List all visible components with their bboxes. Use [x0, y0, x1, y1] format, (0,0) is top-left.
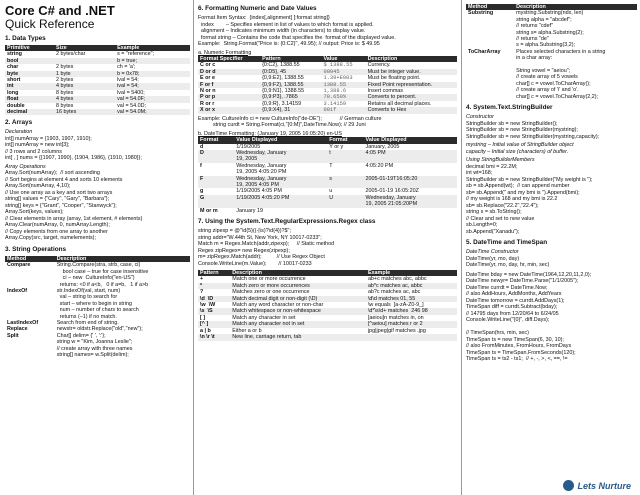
stringbuilder-note: mystring – Initial value of StringBuilder object capacity – Initial size (characters) of buffer. [466, 142, 574, 155]
date-format-cell: 2005-01-19T16:05:20 [364, 176, 457, 189]
data-types-row [5, 109, 190, 115]
data-types-cell: 8 bytes [56, 89, 74, 96]
arrays-operations-title: Array Operations [5, 163, 46, 170]
data-types-cell: double [7, 102, 25, 109]
data-types-cell: long [7, 89, 19, 96]
date-format-cell: 1/19/2005 [236, 143, 261, 150]
stringbuilder-constructor-code: StringBuilder sb = new StringBuilder(); StringBuilder sb = new StringBuilder(mystring); StringBuilder sb = new StringBuilder(mystring,capacity); [466, 120, 600, 140]
regex-cell: [aeiou]n matches in, on [367, 314, 424, 321]
numeric-format-cell: F or f [198, 82, 260, 88]
string-ops-cell: Split [7, 332, 19, 339]
date-format-header: Value Displayed [364, 137, 457, 143]
numeric-formatting-title: a. Numeric Formatting [198, 49, 252, 56]
regex-header: Description [230, 270, 366, 276]
string-ops-table [5, 256, 190, 359]
data-types-cell: decimal [5, 109, 54, 115]
numeric-format-cell: 1,388.6 [323, 88, 347, 95]
string-ops-cell: IndexOf [7, 288, 28, 294]
numeric-format-cell: $ 1388.55 [323, 62, 353, 69]
arrays-heading: 2. Arrays [5, 119, 33, 127]
numeric-format-cell: {0,9:X4}, 31 [260, 107, 321, 113]
string-ops-header: Method [5, 256, 55, 262]
date-format-cell: Wednesday, January 19, 2005 4:05 PM [234, 176, 327, 189]
regex-cell: ab*c matches ac, abbc [366, 283, 457, 289]
regex-cell: ab?c matches ac, abc [367, 289, 421, 296]
date-format-cell: 4:05:20 PM [365, 162, 394, 169]
date-format-cell: u [329, 188, 333, 195]
numeric-format-cell: {0,9:R}, 3.14159 [262, 100, 302, 107]
numeric-format-cell: X or x [198, 107, 260, 113]
numeric-format-cell: C or c [200, 62, 216, 69]
substring-header: Description [514, 4, 637, 10]
date-format-cell: 1/19/2005 4:05 PM [236, 188, 282, 195]
numeric-format-cell: {0,9:F2}, 1388.55 [260, 82, 321, 88]
numeric-format-cell: 001f [321, 107, 365, 113]
numeric-format-header: Format Specifier [198, 56, 260, 62]
date-format-cell: Y or y [329, 143, 344, 150]
numeric-format-cell: {0,9:N1}, 1388.55 [262, 88, 305, 95]
data-types-cell: val = 54.0M; [115, 109, 190, 115]
numeric-format-cell: Fixed Point representation. [366, 82, 457, 88]
numeric-format-row [198, 107, 457, 113]
substring-cell: Places selected characters in a string in a char array: String vowel = "aeiou"; // create array of 5 vowels char[] c = vowel.ToCharArray(); // create array of 'i' and 'o'. char[] c = vowel.ToCharArray(2,2); [516, 48, 606, 100]
regex-cell [366, 334, 457, 340]
numeric-format-cell: 3.14159 [323, 100, 347, 107]
regex-cell: \w equals [a-zA-Z0-9_] [367, 302, 424, 309]
data-types-cell: lval = 5400; [117, 89, 145, 96]
numeric-format-example: Example: CultureInfo ci = new CultureInfo("de-DE"); // German culture string curdt = String.Format(ci,"{0:M}",DateTime.Now); // 29 Juni [198, 115, 382, 129]
numeric-format-cell: P or p [198, 94, 260, 100]
date-format-header: Value Displayed [234, 137, 327, 143]
numeric-format-cell: E or e [200, 75, 215, 82]
numeric-format-table [198, 56, 457, 114]
date-format-row [198, 208, 457, 214]
date-format-cell: D [198, 150, 234, 163]
date-format-cell: 1/19/2005 4:05:20 PM [234, 195, 327, 208]
data-types-cell: s = "reference"; [117, 51, 154, 58]
data-types-header: Example [115, 45, 190, 51]
string-ops-cell: Search from end of string. [56, 320, 119, 327]
regex-cell: New line, carriage return, tab [230, 334, 366, 340]
data-types-cell: b = true; [115, 58, 190, 64]
regex-header: Pattern [198, 270, 230, 276]
string-ops-cell: LastIndexOf [7, 320, 39, 327]
date-format-cell: January 19 [236, 207, 263, 214]
regex-cell: \d\d matches 01, 55 [366, 296, 457, 302]
data-types-cell: byte [5, 71, 54, 77]
regex-header: Example [366, 270, 457, 276]
numeric-format-cell: Retains all decimal places. [367, 100, 432, 107]
page-title: Core C# and .NET [5, 3, 115, 18]
substring-cell: mystring.Substring(ndx, len) string alpha = "abcdef"; // returns "cdef" string s= alpha.Substring(2); // returns "de" s = alpha.Substring(3,2); [516, 10, 584, 49]
numeric-format-cell: 1.39+E003 [323, 75, 353, 82]
data-types-cell: string [7, 51, 22, 58]
numeric-format-cell: 1388.55 [321, 82, 365, 88]
date-format-cell: 4:05 PM [364, 150, 457, 163]
data-types-cell: int [5, 83, 54, 89]
string-ops-header: Description [55, 256, 190, 262]
data-types-cell: float [5, 96, 54, 102]
data-types-cell: ch = 'a'; [117, 64, 136, 71]
date-format-cell [327, 208, 363, 214]
arrays-declaration-title: Declaration [5, 129, 33, 136]
data-types-cell: 16 bytes [54, 109, 115, 115]
data-types-cell: val = 54.0F; [115, 96, 190, 102]
data-types-table [5, 45, 190, 115]
datetime-constructor-code: DateTime(yr, mo, day) DateTime(yr, mo, day, hr, min, sec) [466, 255, 550, 269]
regex-cell: * [198, 283, 230, 289]
stringbuilder-constructor-title: Constructor [466, 114, 494, 121]
data-types-cell: short [7, 77, 21, 84]
regex-cell: Match any character not in set [230, 321, 366, 327]
stringbuilder-members-title: Using StringBuilderMembers [466, 157, 535, 164]
regex-row [198, 334, 457, 340]
data-types-header: Primitive [5, 45, 54, 51]
numeric-format-cell: {0:D5}, 45 [260, 69, 321, 75]
data-types-cell: 8 bytes [56, 102, 74, 109]
string-ops-cell: Compare [7, 262, 31, 269]
arrays-declaration-code: int[] numArray = {1903, 1907, 1910}; int[] numArray = new int[3]; // 3 rows and 2 columns int[ , ] nums = {{1907, 1990}, {1904, 1986}, {1910, 1980}}; [5, 135, 142, 162]
date-format-cell: d [200, 143, 204, 150]
data-types-cell: 2 bytes [56, 77, 74, 84]
numeric-format-header: Description [366, 56, 457, 62]
data-types-header: Size [54, 45, 115, 51]
string-ops-cell: Replace [7, 326, 28, 333]
date-format-row [198, 195, 457, 208]
date-format-table [198, 137, 457, 214]
date-format-header: Format [198, 137, 234, 143]
datetime-code: DateTime bday = new DateTime(1964,12,20,11,2,0); DateTime newyr= DateTime.Parse("1/1/2005"); DateTime currdt = DateTime.Now; // also AddHours, AddMonths, AddYears DateTime tomorrow = currdt.AddDays(1); TimeSpan diff = currdt.Subtract(bday); // 14795 days from 12/20/64 to 6/24/05 Console.WriteLine("{0}", diff.Days); // TimeSpan(hrs, min, sec) TimeSpan ts = new TimeSpan(6, 30, 10); // also FromMinutes, FromHours, FromDays TimeSpan ts = TimeSpan.FromSeconds(120); TimeSpan ts = ts2 - ts1; // +, -, >, <, ==, != [466, 271, 592, 363]
regex-cell: Match whitespace or non-whitespace [230, 308, 366, 314]
datetime-constructor-title: DateTime Constructor [466, 249, 519, 256]
date-format-cell: 2005-01-19 16:05:20Z [365, 188, 419, 195]
date-format-header: Format [327, 137, 363, 143]
substring-row [466, 49, 637, 100]
data-types-cell: ival = 54; [115, 83, 190, 89]
string-ops-cell: String.Compare(stra, strb, case, ci) bool case – true for case insensitive ci – new CultureInfo("en-US") returns: <0 if a<b, 0 if a=b, 1 if a>b [56, 262, 149, 288]
arrays-operations-code: Array.Sort(numArray); // sort ascending // Sort begins at element 4 and sorts 10 elements Array.Sort(numArray, 4,10); // Use one array as a key and sort two arrays string[] values = {"Cary", "Gary", "Barbara"}; string[] keys = {"Grant", "Cooper", "Stanwyck"}; Array.Sort(keys, values); // Clear elements in array (array, 1st element, # elements) Array.Clear(numArray, 0, numArray.Length); // Copy elements from one array to another Array.Copy(src, target, numelements); [5, 170, 143, 242]
date-format-cell: T [329, 162, 333, 169]
numeric-format-header: Pattern [260, 56, 321, 62]
substring-cell: ToCharArray [468, 48, 501, 55]
regex-cell: Match one or more occurrence [232, 276, 306, 283]
regex-cell: a | b [200, 327, 211, 334]
date-format-cell: Wednesday, January 19, 2005 [234, 150, 327, 163]
page-subtitle: Quick Reference [5, 17, 95, 31]
numeric-format-cell: {0,9:P3}, .7865 [260, 94, 321, 100]
regex-cell: ? [200, 289, 204, 296]
string-ops-row [5, 333, 190, 359]
data-types-cell: 4 bytes [54, 96, 115, 102]
numeric-format-cell: N or n [200, 88, 216, 95]
regex-cell: jpg|jpeg|gif matches .jpg [367, 327, 426, 334]
date-formatting-title: b. DateTime Formatting: (January 19, 2005 16:05:20) en-US [198, 130, 342, 137]
substring-table [466, 4, 637, 100]
date-format-cell: g [200, 188, 204, 195]
substring-header: Method [466, 4, 514, 10]
stringbuilder-heading: 4. System.Text.StringBuilder [466, 104, 553, 112]
formatting-heading: 6. Formatting Numeric and Date Values [198, 5, 317, 12]
regex-cell: Match any word character or non-char [232, 302, 324, 309]
substring-row [466, 10, 637, 48]
regex-cell: \w \W [200, 302, 216, 309]
numeric-format-cell: Must be integer value. [366, 69, 457, 75]
regex-code: string zipexp = @"\d{5}((-|\s)?\d{4})?$"; string addr="W.44th St, New York, NY 10017-0233"; Match m = Regex.Match(addr,zipexp); // Static method Regex zipRegex= new Regex(zipexp); m= zipRegex.Match(addr); // Use Regex Object Console.WriteLine(m.Value); // 10017-0233 [198, 228, 335, 267]
date-format-cell: Wednesday, January 19, 2005 21:05:20PM [364, 195, 457, 208]
string-ops-row [5, 262, 190, 288]
data-types-cell: lval = 54; [117, 77, 139, 84]
regex-cell: \d \D [198, 296, 230, 302]
date-format-cell: G [198, 195, 234, 208]
date-format-cell: M or m [200, 207, 218, 214]
string-ops-cell: newstr= oldstr.Replace("old","new"); [56, 326, 143, 333]
data-types-cell: 2 bytes [56, 64, 74, 71]
regex-cell: Match decimal digit or non-digit (\D) [230, 296, 366, 302]
data-types-cell: val = 54.0D; [117, 102, 146, 109]
regex-cell: Match zero or more occurrences [230, 283, 366, 289]
date-format-cell: January, 2005 [365, 143, 400, 150]
numeric-format-cell: {0,9:E2}, 1388.55 [262, 75, 304, 82]
string-ops-cell: str.IndexOf(val, start, num) val – string to search for start – where to begin in string num – number of chars to search returns (–1) if no match. [56, 288, 139, 320]
data-types-cell: bool [5, 58, 54, 64]
date-format-cell: f [200, 162, 202, 169]
date-format-cell: t [327, 150, 363, 163]
regex-cell: [ ] [200, 314, 206, 321]
date-format-row [198, 163, 457, 176]
formatting-intro: Format Item Syntax: {index[,alignment] [:format string]} index – Specifies element in list of values to which format is applied. alignment – Indicates minimum width (in characters) to display value. format string – Contains the code that specifies the format of the displayed value. Example: String.Format("Price is: {0:C2}", 49.95); // output: Price is: $ 49.95 [198, 15, 396, 47]
numeric-format-cell: Currency. [367, 62, 391, 69]
date-format-cell: U [327, 195, 363, 208]
data-types-cell: 2 bytes/char [56, 51, 86, 58]
data-types-cell: 4 bytes [54, 83, 115, 89]
datetime-heading: 5. DateTime and TimeSpan [466, 239, 548, 247]
string-ops-row [5, 288, 190, 320]
right-column [461, 0, 640, 495]
numeric-format-cell: Must be floating point. [367, 75, 421, 82]
brand-logo: Lets Nurture [563, 480, 634, 491]
regex-heading: 7. Using the System.Text.RegularExpressions.Regex class [198, 218, 376, 226]
numeric-format-cell: 78.650% [321, 94, 365, 100]
regex-cell: Match any character in set [232, 314, 296, 321]
data-types-cell: char [7, 64, 19, 71]
data-types-cell: b = 0x78; [115, 71, 190, 77]
substring-cell: Substring [468, 10, 494, 17]
regex-cell: [^aeiou] matches r or 2 [366, 321, 457, 327]
date-format-cell: s [327, 176, 363, 189]
regex-cell: \s \S [198, 308, 230, 314]
regex-cell: Either a or b [232, 327, 262, 334]
numeric-format-cell: Converts to Hex [366, 107, 457, 113]
date-format-cell [364, 208, 457, 214]
date-format-row [198, 176, 457, 189]
regex-cell: + [200, 276, 204, 283]
data-types-cell: 1 byte [54, 71, 115, 77]
date-format-cell: F [198, 176, 234, 189]
regex-cell: Matches zero or one occurrence [232, 289, 310, 296]
numeric-format-cell: 00045 [321, 69, 365, 75]
numeric-format-cell: {0:C2}, 1388.55 [262, 62, 300, 69]
data-types-heading: 1. Data Types [5, 35, 46, 42]
regex-cell: [^ ] [198, 321, 230, 327]
string-ops-heading: 3. String Operations [5, 245, 67, 253]
regex-pattern-table [198, 270, 457, 340]
numeric-format-header: Value [321, 56, 365, 62]
middle-column [193, 0, 461, 495]
stringbuilder-members-code: decimal bmi = 22.2M; int wt=168; StringBuilder sb = new StringBuilder("My weight is "); sb = sb.Append(wt); // can append number sb= sb.Append(" and my bmi is ").Append(bmi); // my weight is 168 and my bmi is 22.2 sb= sb.Replace("22.2","22.4"); string s = sb.ToString(); // Clear and set to new value sb.Length=0; sb.Append("Xanadu"); [466, 163, 593, 235]
regex-cell: \d*\s\d+ matches 246 98 [366, 308, 457, 314]
date-format-cell: Wednesday, January 19, 2005 4:05:20 PM [236, 162, 287, 176]
regex-cell: ab+c matches abc, abbc [367, 276, 427, 283]
numeric-format-cell: R or r [200, 100, 215, 107]
date-format-row [198, 150, 457, 163]
numeric-format-cell: D or d [198, 69, 260, 75]
string-ops-cell: Char[] delim= {' ', ':'}; string w = "Kim, Joanna Leslie"; // create array with three names string[] names= w.Split(delim); [56, 332, 133, 359]
regex-cell: \n \r \t [198, 334, 230, 340]
logo-mark-icon [563, 480, 574, 491]
numeric-format-cell: Converts to percent. [366, 94, 457, 100]
left-column [0, 0, 193, 495]
numeric-format-cell: Insert commas [367, 88, 404, 95]
